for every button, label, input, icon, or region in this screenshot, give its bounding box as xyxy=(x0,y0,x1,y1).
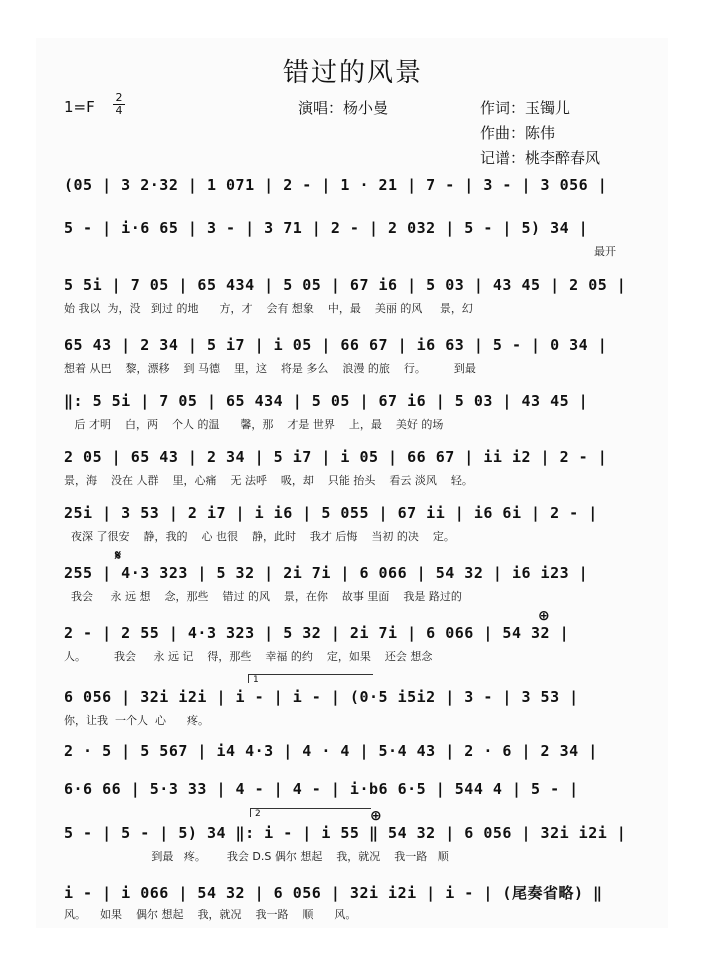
notation: 5 5i | 7 05 | 65 434 | 5 05 | 67 i6 | 5 03 | 43 45 | 2 05 | xyxy=(64,276,627,294)
lyrics: 后 才明 白，两 个人 的温 馨，那 才是 世界 上，最 美好 的场 xyxy=(64,418,444,431)
notation: 255 | 4·3 323 | 5 32 | 2i 7i | 6 066 | 54 32 | i6 i23 | xyxy=(64,564,589,582)
key-signature: 1=F xyxy=(64,98,95,116)
composer-credit: 作曲：陈伟 xyxy=(480,124,556,142)
notation: 6 056 | 32i i2i | i - | i - | (0·5 i5i2 | 3 - | 3 53 | xyxy=(64,688,579,706)
lyrics: 人。 我会 永 远 记 得，那些 幸福 的约 定，如果 还会 想念 xyxy=(64,650,433,663)
lyrics: 我会 永 远 想 念，那些 错过 的风 景，在你 故事 里面 我是 路过的 xyxy=(64,590,462,603)
transcriber-credit: 记谱：桃李醉春风 xyxy=(480,149,601,167)
lyrics: 最开 xyxy=(594,245,616,258)
coda-mark: ⊕ xyxy=(538,608,550,624)
time-bottom: 4 xyxy=(113,104,125,117)
notation: 65 43 | 2 34 | 5 i7 | i 05 | 66 67 | i6 63 | 5 - | 0 34 | xyxy=(64,336,608,354)
notation: 5 - | 5 - | 5) 34 ‖: i - | i 55 ‖ 54 32 | 6 056 | 32i i2i | xyxy=(64,824,627,842)
segno-mark: 𝄋 xyxy=(115,548,122,564)
lyrics: 你，让我 一个人 心 疼。 xyxy=(64,714,209,727)
notation: ‖: 5 5i | 7 05 | 65 434 | 5 05 | 67 i6 | 5 03 | 43 45 | xyxy=(64,392,589,410)
lyrics: 风。 如果 偶尔 想起 我，就况 我一路 顺 风。 xyxy=(64,908,357,921)
second-ending-bracket: 2 xyxy=(250,808,371,817)
notation: 25i | 3 53 | 2 i7 | i i6 | 5 055 | 67 ii | i6 6i | 2 - | xyxy=(64,504,598,522)
lyrics: 始 我以 为，没 到过 的地 方，才 会有 想象 中，最 美丽 的风 景，幻 xyxy=(64,302,473,315)
notation: 2 · 5 | 5 567 | i4 4·3 | 4 · 4 | 5·4 43 | 2 · 6 | 2 34 | xyxy=(64,742,598,760)
notation: i - | i 066 | 54 32 | 6 056 | 32i i2i | i - | (尾奏省略) ‖ xyxy=(64,884,603,902)
time-top: 2 xyxy=(115,91,123,104)
notation: 6·6 66 | 5·3 33 | 4 - | 4 - | i·b6 6·5 | 544 4 | 5 - | xyxy=(64,780,579,798)
notation: 2 - | 2 55 | 4·3 323 | 5 32 | 2i 7i | 6 066 | 54 32 | xyxy=(64,624,570,642)
lyricist-credit: 作词：玉镯儿 xyxy=(480,99,571,117)
lyrics: 景，海 没在 人群 里，心痛 无 法呼 吸，却 只能 抬头 看云 淡风 轻。 xyxy=(64,474,473,487)
notation: (05 | 3 2·32 | 1 071 | 2 - | 1 · 21 | 7 - | 3 - | 3 056 | xyxy=(64,176,608,194)
notation: 5 - | i·6 65 | 3 - | 3 71 | 2 - | 2 032 | 5 - | 5) 34 | xyxy=(64,219,589,237)
singer-credit: 演唱：杨小曼 xyxy=(298,99,389,117)
lyrics: 到最 疼。 我会 D.S 偶尔 想起 我，就况 我一路 顺 xyxy=(64,850,449,863)
lyrics: 想着 从巴 黎，漂移 到 马德 里，这 将是 多么 浪漫 的旅 行。 到最 xyxy=(64,362,476,375)
first-ending-bracket: 1 xyxy=(248,674,373,683)
time-signature xyxy=(113,92,125,117)
song-title: 错过的风景 xyxy=(282,58,423,88)
coda-mark: ⊕ xyxy=(370,808,382,824)
notation: 2 05 | 65 43 | 2 34 | 5 i7 | i 05 | 66 67 | ii i2 | 2 - | xyxy=(64,448,608,466)
lyrics: 夜深 了很安 静，我的 心 也很 静，此时 我才 后悔 当初 的决 定。 xyxy=(64,530,455,543)
